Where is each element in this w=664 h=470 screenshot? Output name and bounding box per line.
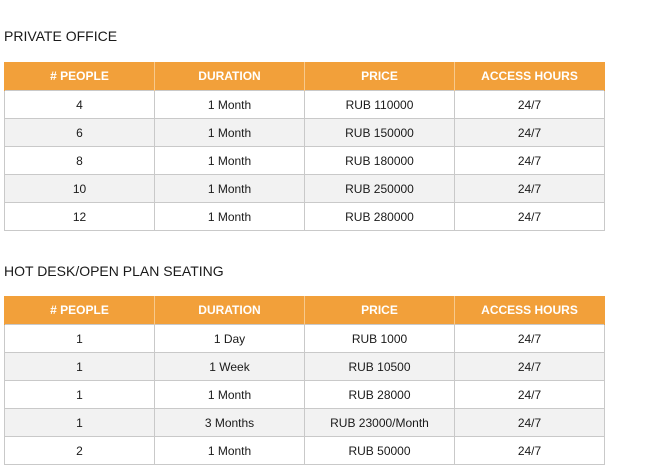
cell-price: RUB 280000 — [305, 203, 455, 231]
cell-duration: 1 Week — [155, 353, 305, 381]
cell-access-hours: 24/7 — [455, 203, 605, 231]
section-title-private-office: PRIVATE OFFICE — [4, 28, 118, 44]
cell-duration: 1 Day — [155, 325, 305, 353]
table-header-row — [5, 62, 605, 91]
cell-duration: 3 Months — [155, 409, 305, 437]
cell-duration: 1 Month — [155, 175, 305, 203]
column-header-price: PRICE — [305, 296, 455, 325]
cell-price: RUB 110000 — [305, 91, 455, 119]
table-row — [5, 437, 605, 465]
cell-access-hours: 24/7 — [455, 437, 605, 465]
column-header-people: # PEOPLE — [5, 296, 155, 325]
cell-duration: 1 Month — [155, 91, 305, 119]
cell-price: RUB 1000 — [305, 325, 455, 353]
cell-duration: 1 Month — [155, 203, 305, 231]
cell-people: 8 — [5, 147, 155, 175]
table-row — [5, 119, 605, 147]
cell-access-hours: 24/7 — [455, 147, 605, 175]
table-row — [5, 175, 605, 203]
table-row — [5, 409, 605, 437]
cell-access-hours: 24/7 — [455, 325, 605, 353]
cell-people: 1 — [5, 325, 155, 353]
cell-access-hours: 24/7 — [455, 353, 605, 381]
cell-people: 12 — [5, 203, 155, 231]
table-row — [5, 91, 605, 119]
cell-people: 10 — [5, 175, 155, 203]
cell-access-hours: 24/7 — [455, 91, 605, 119]
cell-access-hours: 24/7 — [455, 381, 605, 409]
cell-access-hours: 24/7 — [455, 119, 605, 147]
cell-price: RUB 10500 — [305, 353, 455, 381]
column-header-access-hours: ACCESS HOURS — [455, 296, 605, 325]
cell-access-hours: 24/7 — [455, 409, 605, 437]
table-row — [5, 381, 605, 409]
table-row — [5, 353, 605, 381]
cell-duration: 1 Month — [155, 381, 305, 409]
cell-duration: 1 Month — [155, 119, 305, 147]
hot-desk-price-table — [4, 296, 605, 465]
cell-people: 6 — [5, 119, 155, 147]
table-row — [5, 203, 605, 231]
cell-people: 4 — [5, 91, 155, 119]
cell-price: RUB 23000/Month — [305, 409, 455, 437]
private-office-price-table — [4, 62, 605, 231]
cell-people: 1 — [5, 409, 155, 437]
cell-duration: 1 Month — [155, 437, 305, 465]
cell-access-hours: 24/7 — [455, 175, 605, 203]
column-header-duration: DURATION — [155, 296, 305, 325]
cell-people: 1 — [5, 381, 155, 409]
cell-price: RUB 250000 — [305, 175, 455, 203]
cell-price: RUB 180000 — [305, 147, 455, 175]
cell-price: RUB 50000 — [305, 437, 455, 465]
cell-people: 2 — [5, 437, 155, 465]
table-row — [5, 147, 605, 175]
cell-people: 1 — [5, 353, 155, 381]
table-header-row — [5, 296, 605, 325]
section-title-hot-desk: HOT DESK/OPEN PLAN SEATING — [4, 263, 224, 279]
column-header-people: # PEOPLE — [5, 62, 155, 91]
column-header-price: PRICE — [305, 62, 455, 91]
table-row — [5, 325, 605, 353]
cell-price: RUB 150000 — [305, 119, 455, 147]
column-header-access-hours: ACCESS HOURS — [455, 62, 605, 91]
column-header-duration: DURATION — [155, 62, 305, 91]
cell-price: RUB 28000 — [305, 381, 455, 409]
cell-duration: 1 Month — [155, 147, 305, 175]
